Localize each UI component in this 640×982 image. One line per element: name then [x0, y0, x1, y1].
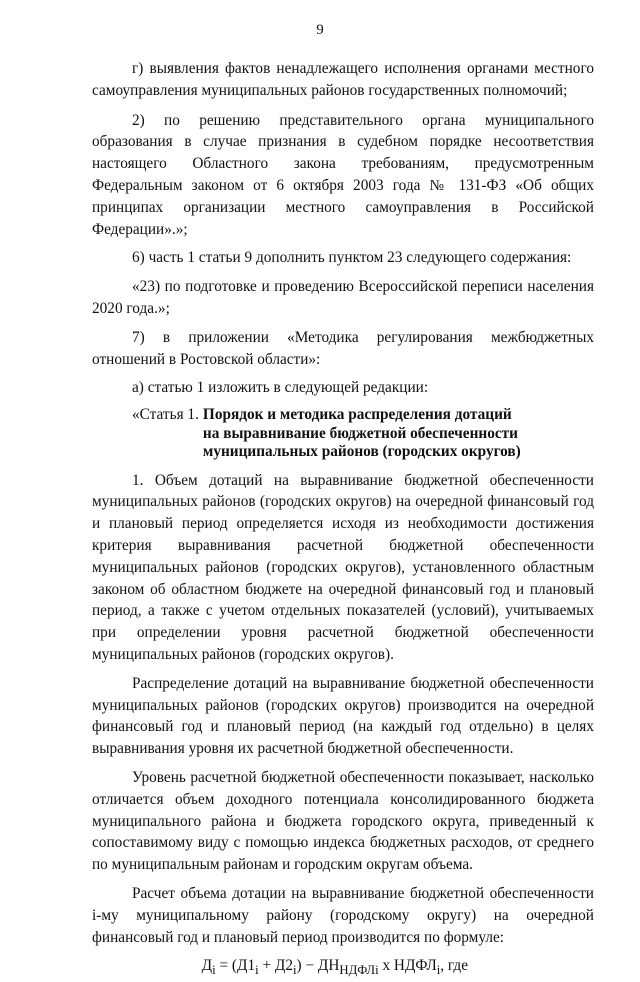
formula-subscript: i [293, 963, 297, 978]
formula-term: = (Д1 [215, 957, 256, 975]
formula-term: , где [440, 957, 468, 975]
article-lead: «Статья 1. [132, 406, 199, 424]
page-number: 9 [316, 22, 324, 38]
formula-subscript: НДФЛi [339, 963, 379, 978]
article-title-line: на выравнивание бюджетной обеспеченности [202, 424, 518, 442]
formula-term: ) − ДН [296, 957, 340, 975]
paragraph-item-7: 7) в приложении «Методика регулирования межбюджетных отношений в Ростовской области»: [92, 328, 594, 368]
formula [92, 955, 594, 982]
paragraph-item-6: 6) часть 1 статьи 9 дополнить пунктом 23 следующего содержания: [132, 249, 572, 267]
article-heading [92, 406, 594, 462]
article-title-line: Порядок и методика распределения дотаций [202, 406, 512, 424]
paragraph-distribution: Распределение дотаций на выравнивание бюджетной обеспеченности муниципальных районов (городских округов) производится на очередной финансовый год и плановый период (на каждый год отдельно) в целях выравнивания уровня их расчетной бюджетной обеспеченности. [92, 674, 594, 758]
document-body [92, 58, 594, 982]
article-title-line: муниципальных районов (городских округов) [202, 443, 521, 461]
paragraph-clause-g: г) выявления фактов ненадлежащего исполнения органами местного самоуправления муниципальных районов государственных полномочий; [92, 60, 594, 99]
formula-term: х НДФЛ [378, 957, 437, 975]
paragraph-level: Уровень расчетной бюджетной обеспеченности показывает, насколько отличается объем доходного потенциала консолидированного бюджета муниципального района и бюджета городского округа, приведенный к сопоставимому виду с помощью индекса бюджетных расходов, от среднего по муниципальным районам и городским округам объема. [92, 769, 594, 874]
formula-term: + Д2 [258, 957, 293, 975]
formula-subscript: i [436, 963, 441, 978]
paragraph-item-a: а) статью 1 изложить в следующей редакции: [132, 379, 429, 397]
paragraph-item-23: «23) по подготовке и проведению Всероссийской переписи населения 2020 года.»; [92, 278, 594, 317]
formula-term: Д [201, 957, 213, 975]
paragraph-clause-2: 2) по решению представительного органа муниципального образования в случае признания в судебном порядке несоответствия настоящего Областного закона требованиям, предусмотренным Федеральным законом от 6 октября 2003 года № 131-ФЗ «Об общих принципах организации местного самоуправления в Российской Федерации».»; [92, 111, 594, 238]
formula-subscript: i [212, 963, 216, 978]
paragraph-point-1: 1. Объем дотаций на выравнивание бюджетной обеспеченности муниципальных районов (городских округов) на очередной финансовый год и плановый период определяется исходя из необходимости достижения критерия выравнивания расчетной бюджетной обеспеченности муниципальных районов (городских округов), установленного областным законом об областном бюджете на очередной финансовый год и плановый период, а также с учетом отдельных показателей (условий), учитываемых при определении уровня расчетной бюджетной обеспеченности муниципальных районов (городских округов). [92, 471, 594, 664]
article-title [203, 406, 521, 462]
paragraph-calculation: Расчет объема дотации на выравнивание бюджетной обеспеченности i-му муниципальному району (городскому округу) на очередной финансовый год и плановый период производится по формуле: [92, 885, 594, 946]
formula-subscript: i [255, 963, 259, 978]
